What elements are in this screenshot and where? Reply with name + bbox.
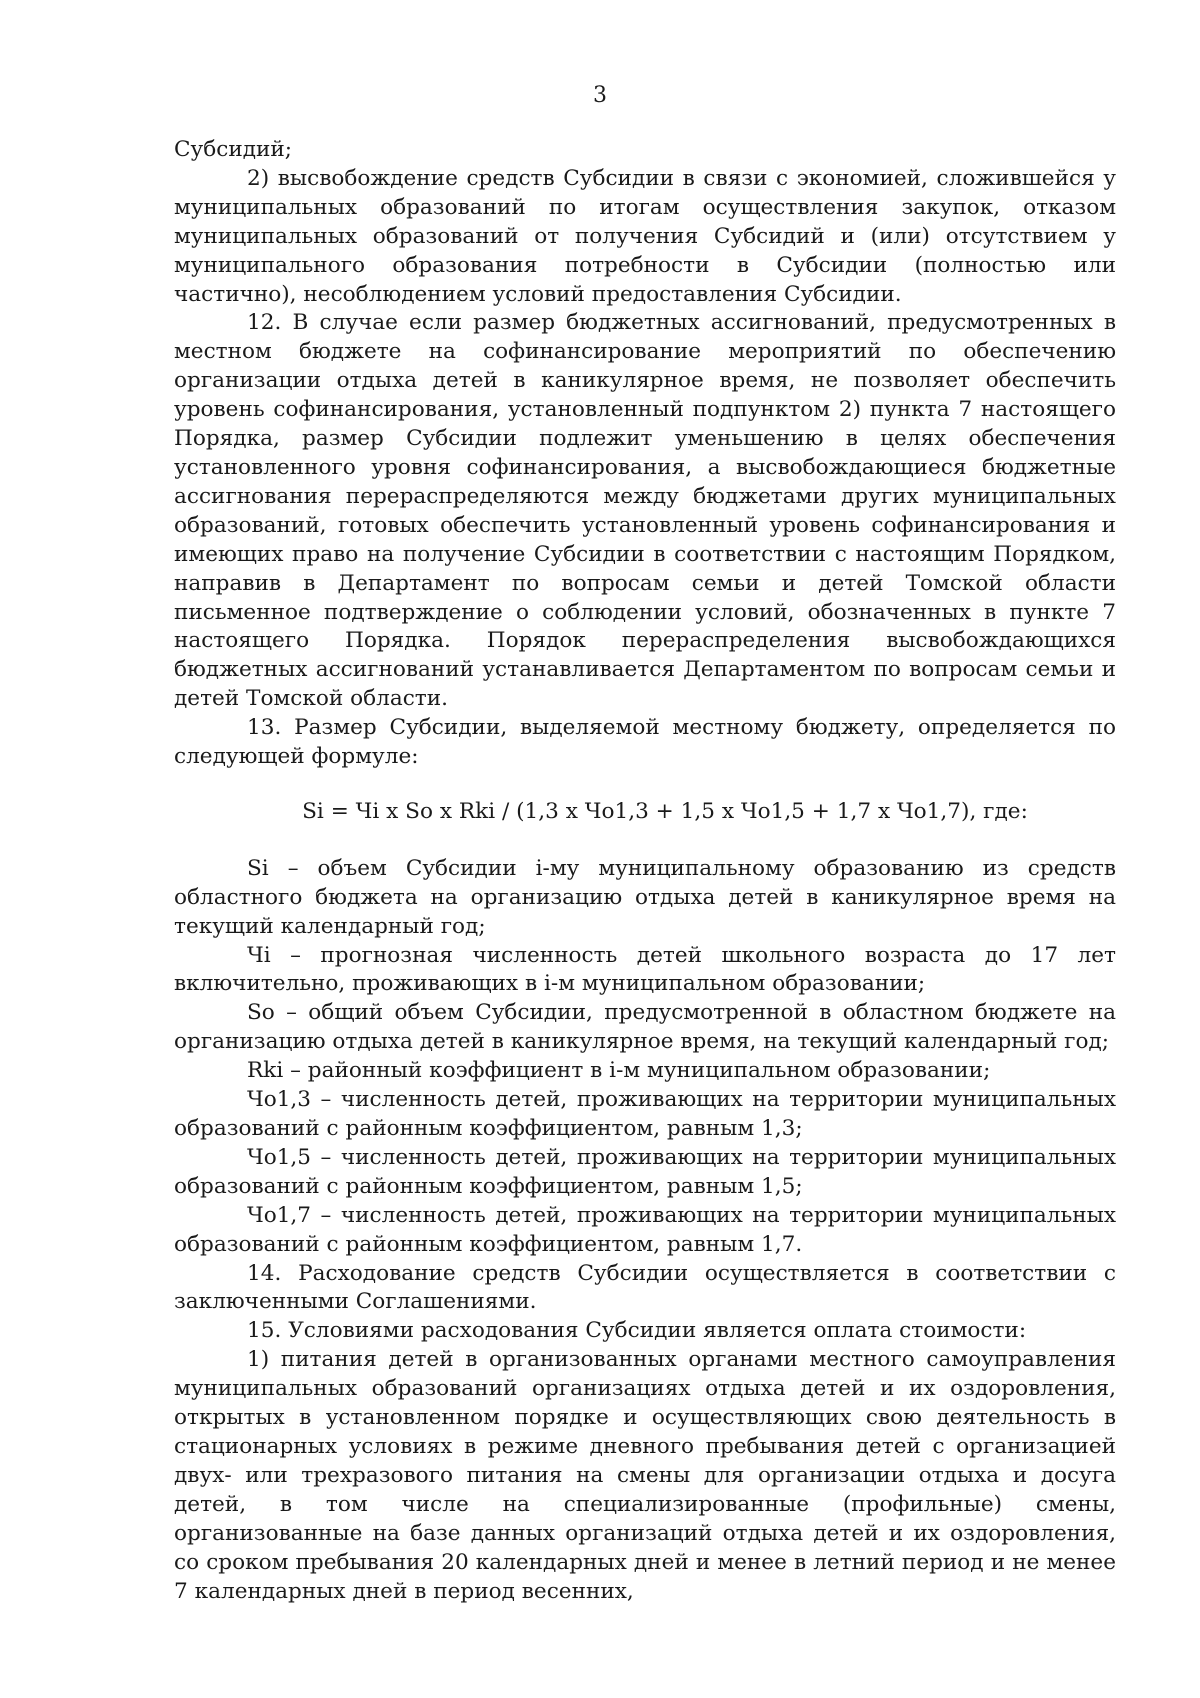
paragraph: 1) питания детей в организованных органами местного самоуправления муниципальных образований организациях отдыха детей и их оздоровления, открытых в установленном порядке и осуществляющих свою деятельность в стационарных условиях в режиме дневного пребывания детей с организацией двух- или трехразового питания на смены для организации отдыха и досуга детей, в том числе на специализированные (профильные) смены, организованные на базе данных организаций отдыха детей и их оздоровления, со сроком пребывания 20 календарных дней и менее в летний период и не менее 7 календарных дней в период весенних, <box>174 1347 1116 1604</box>
paragraph: Чi – прогнозная численность детей школьного возраста до 17 лет включительно, проживающих в i-м муниципальном образовании; <box>174 942 1116 997</box>
paragraphs-after-formula <box>174 855 1116 1607</box>
paragraphs-before-formula <box>174 136 1116 772</box>
subsidy-formula: Si = Чi x So x Rki / (1,3 x Чо1,3 + 1,5 x Чо1,5 + 1,7 x Чо1,7), где: <box>302 798 1028 824</box>
page-number: 3 <box>593 83 607 108</box>
paragraph: Чо1,3 – численность детей, проживающих на территории муниципальных образований с районным коэффициентом, равным 1,3; <box>174 1087 1116 1141</box>
paragraph: Чо1,5 – численность детей, проживающих на территории муниципальных образований с районным коэффициентом, равным 1,5; <box>174 1144 1116 1199</box>
paragraph: 13. Размер Субсидии, выделяемой местному бюджету, определяется по следующей формуле: <box>174 715 1116 770</box>
paragraph: 14. Расходование средств Субсидии осуществляется в соответствии с заключенными Соглашениями. <box>174 1260 1116 1315</box>
paragraph: Субсидий; <box>174 137 293 162</box>
paragraph: Rki – районный коэффициент в i-м муниципальном образовании; <box>247 1058 991 1084</box>
paragraph: 12. В случае если размер бюджетных ассигнований, предусмотренных в местном бюджете на софинансирование мероприятий по обеспечению организации отдыха детей в каникулярное время, не позволяет обеспечить уровень софинансирования, установленный подпунктом 2) пункта 7 настоящего Порядка, размер Субсидии подлежит уменьшению в целях обеспечения установленного уровня софинансирования, а высвобождающиеся бюджетные ассигнования перераспределяются между бюджетами других муниципальных образований, готовых обеспечить установленный уровень софинансирования и имеющих право на получение Субсидии в соответствии с настоящим Порядком, направив в Департамент по вопросам семьи и детей Томской области письменное подтверждение о соблюдении условий, обозначенных в пункте 7 настоящего Порядка. Порядок перераспределения высвобождающихся бюджетных ассигнований устанавливается Департаментом по вопросам семьи и детей Томской области. <box>174 310 1116 712</box>
paragraph: 2) высвобождение средств Субсидии в связи с экономией, сложившейся у муниципальных образований по итогам осуществления закупок, отказом муниципальных образований от получения Субсидий и (или) отсутствием у муниципального образования потребности в Субсидии (полностью или частично), несоблюдением условий предоставления Субсидии. <box>174 165 1116 307</box>
paragraph: So – общий объем Субсидии, предусмотренной в областном бюджете на организацию отдыха детей в каникулярное время, на текущий календарный год; <box>174 1000 1116 1055</box>
paragraph: Чо1,7 – численность детей, проживающих на территории муниципальных образований с районным коэффициентом, равным 1,7. <box>174 1202 1116 1257</box>
paragraph: 15. Условиями расходования Субсидии является оплата стоимости: <box>247 1318 1027 1344</box>
paragraph: Si – объем Субсидии i-му муниципальному образованию из средств областного бюджета на организацию отдыха детей в каникулярное время на текущий календарный год; <box>174 855 1116 939</box>
document-body <box>174 136 1116 1606</box>
